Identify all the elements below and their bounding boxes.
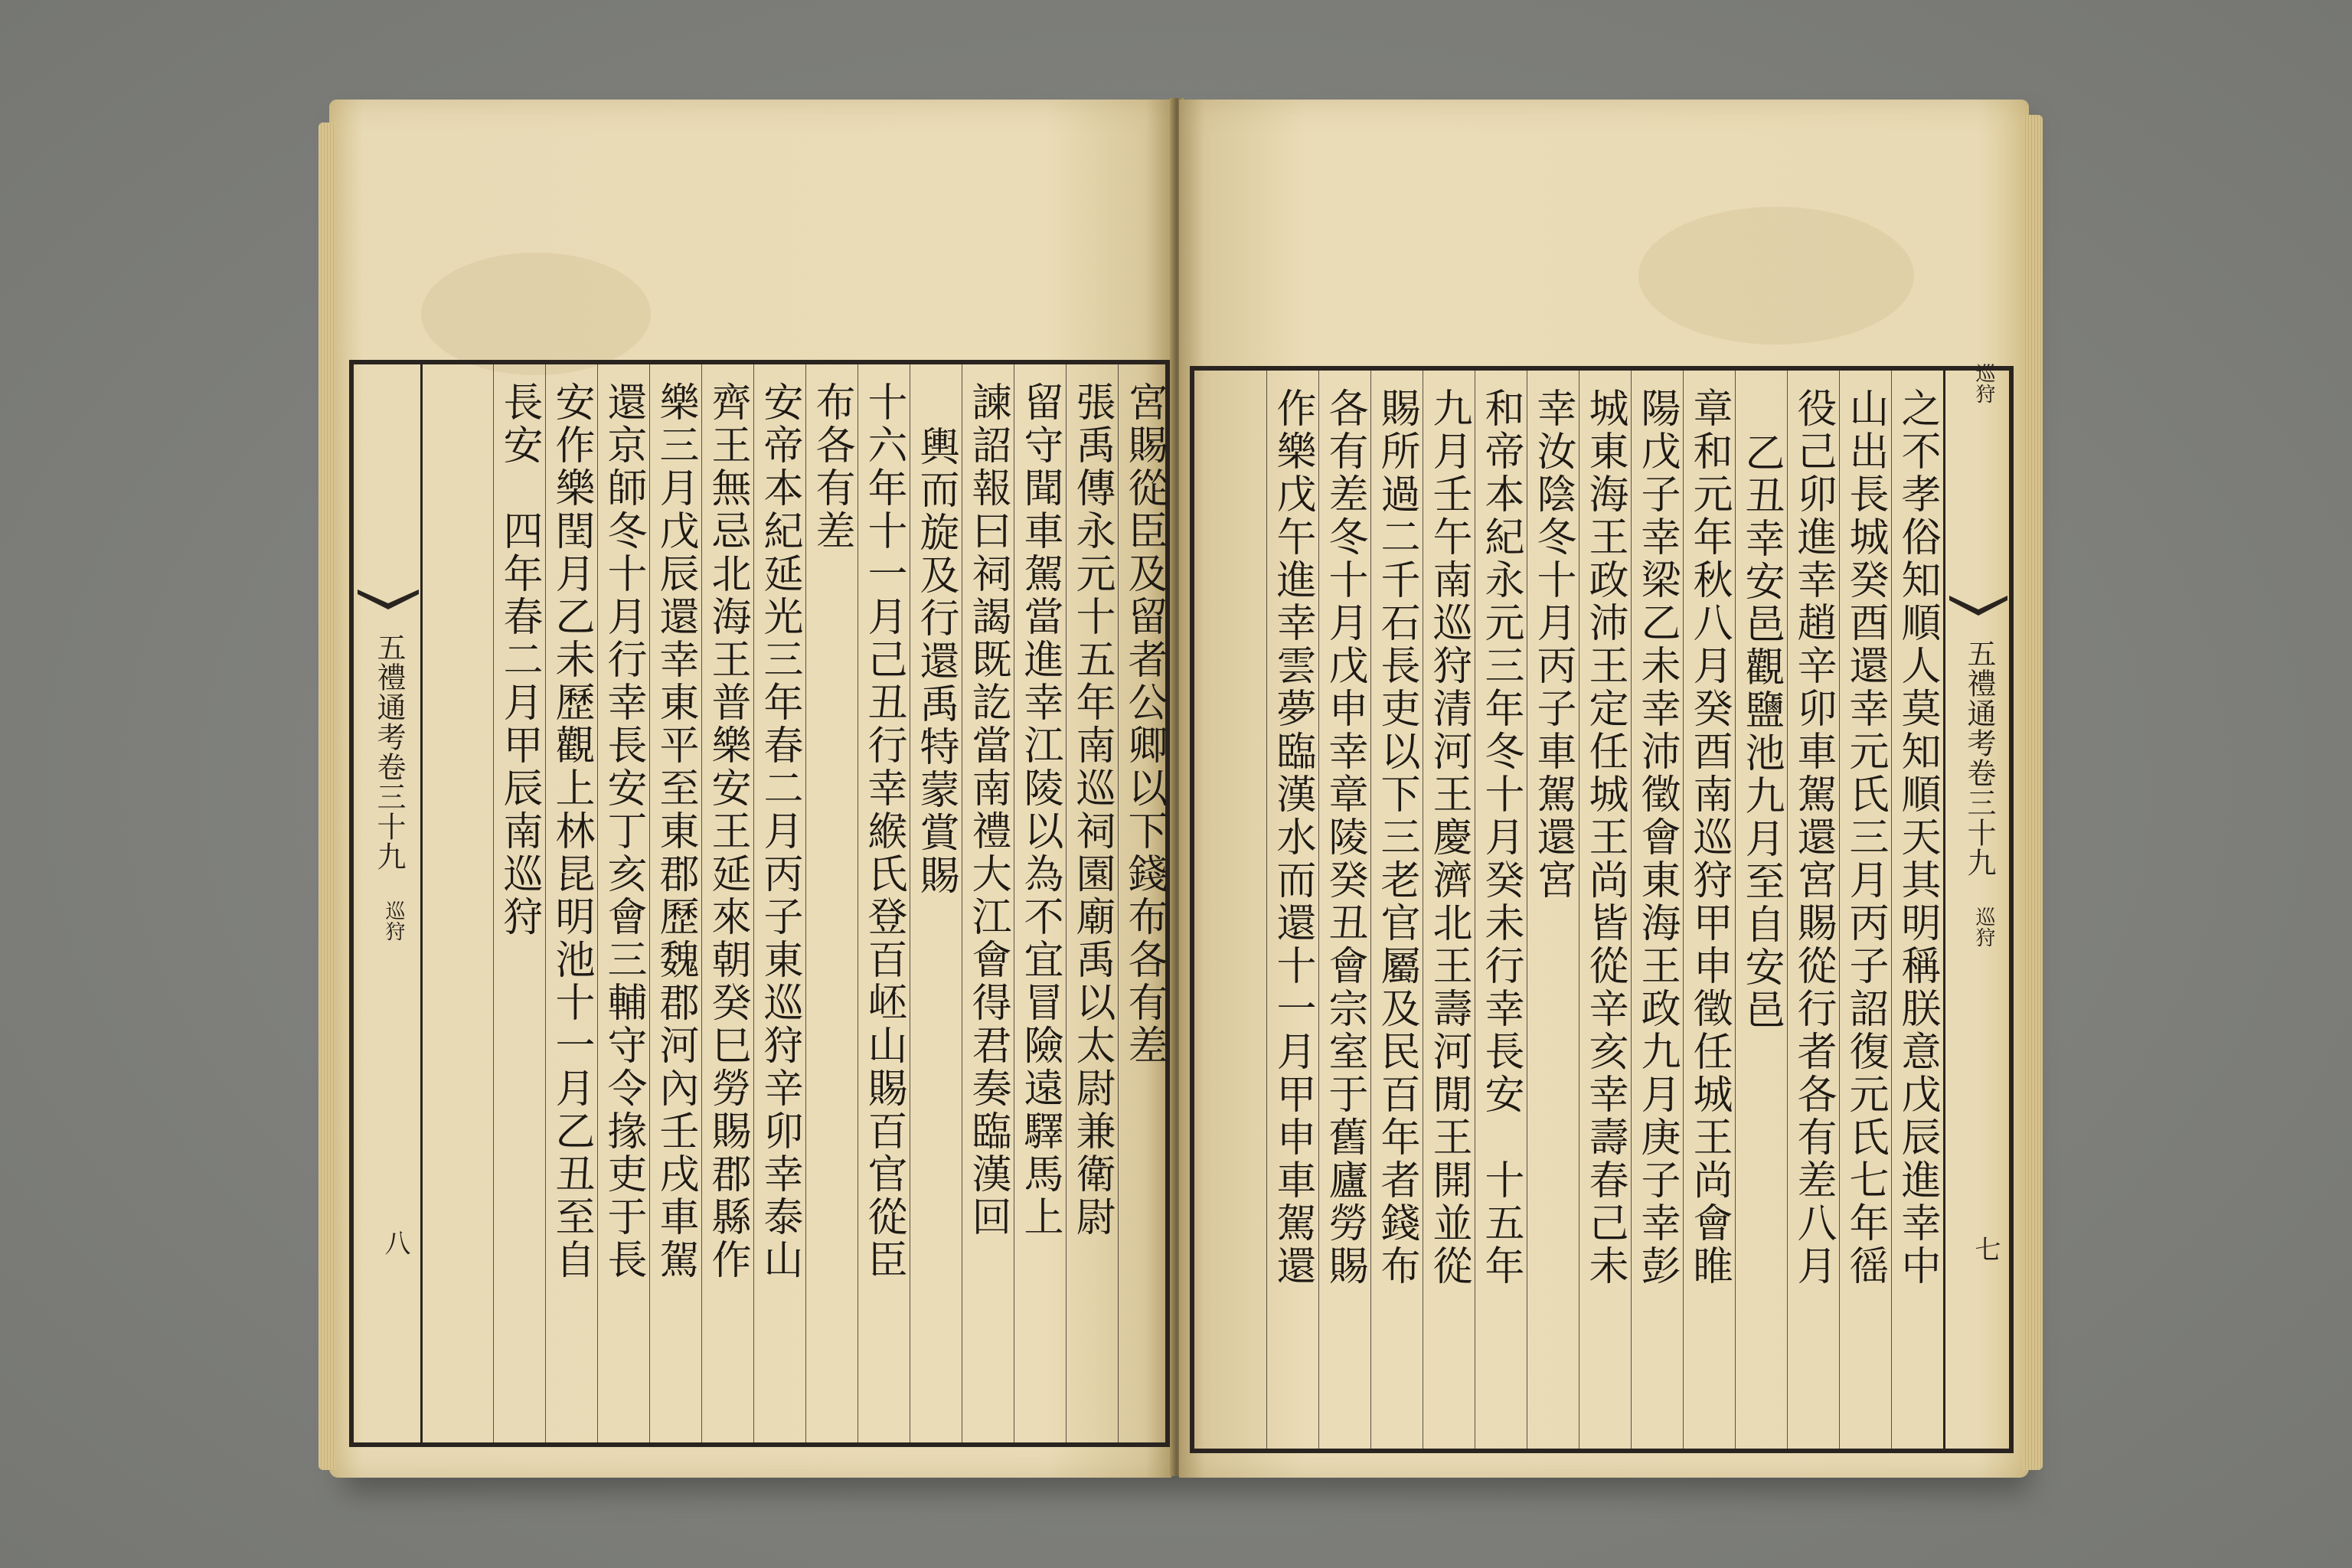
- banxin-title: 五禮通考卷三十九: [1962, 639, 1996, 877]
- column-text: 還京師冬十月行幸長安丁亥會三輔守令掾吏于長: [600, 381, 646, 1282]
- text-column: [1475, 371, 1527, 1449]
- banxin-title: 五禮通考卷三十九: [372, 632, 406, 871]
- column-text: 山出長城癸酉還幸元氏三月丙子詔復元氏七年徭: [1842, 387, 1888, 1288]
- text-column: [649, 364, 701, 1442]
- fishtail-mark: [1945, 593, 1991, 623]
- column-text: 賜所過二千石長吏以下三老官屬及民百年者錢布: [1374, 387, 1419, 1288]
- column-text: 之不孝俗知順人莫知順天其明稱朕意戊辰進幸中: [1894, 387, 1940, 1288]
- text-column: [1118, 364, 1170, 1442]
- right-page: [1179, 100, 2029, 1478]
- text-column: [545, 364, 597, 1442]
- page-number: 八: [380, 1230, 410, 1256]
- column-text: 城東海王政沛王定任城王尚皆從辛亥幸壽春己未: [1582, 387, 1628, 1288]
- column-text: 齊王無忌北海王普樂安王延來朝癸巳勞賜郡縣作: [704, 381, 750, 1282]
- column-text: 和帝本紀永元三年冬十月癸未行幸長安 十五年: [1478, 387, 1524, 1288]
- text-column: [1631, 371, 1683, 1449]
- top-margin-mark: 巡狩: [1972, 363, 1995, 404]
- text-column: [1735, 371, 1787, 1449]
- text-column: [1579, 371, 1631, 1449]
- text-column: [1066, 364, 1118, 1442]
- column-text: 輿而旋及行還禹特蒙賞賜: [913, 426, 959, 897]
- open-book: [329, 90, 2029, 1468]
- text-column: [1014, 364, 1066, 1442]
- paper-stain: [421, 253, 651, 375]
- column-text: 長安 四年春二月甲辰南巡狩: [496, 381, 542, 939]
- column-text: 樂三月戊辰還幸東平至東郡歷魏郡河內壬戌車駕: [652, 381, 698, 1282]
- right-page-frame: [1190, 363, 2014, 1453]
- banxin-chapter: 巡狩: [1972, 906, 1995, 948]
- column-text: 宮賜從臣及留者公卿以下錢布各有差: [1121, 381, 1167, 1067]
- column-text: 陽戊子幸梁乙未幸沛徵會東海王政九月庚子幸彭: [1634, 387, 1680, 1288]
- text-column: [858, 364, 910, 1442]
- text-column: [753, 364, 805, 1442]
- banxin-chapter: 巡狩: [382, 900, 405, 942]
- column-text: 十六年十一月己丑行幸緱氏登百岯山賜百官從臣: [861, 381, 906, 1282]
- column-text: 張禹傳永元十五年南巡祠園廟禹以太尉兼衛尉: [1069, 381, 1115, 1239]
- column-text: 諫詔報曰祠謁既訖當南禮大江會得君奏臨漢回: [965, 381, 1011, 1239]
- column-text: 布各有差: [808, 381, 854, 553]
- left-page-edges: [318, 122, 335, 1470]
- column-text: 九月壬午南巡狩清河王慶濟北王壽河閒王開並從: [1426, 387, 1472, 1288]
- text-column: [1839, 371, 1891, 1449]
- column-text: 安帝本紀延光三年春二月丙子東巡狩辛卯幸泰山: [756, 381, 802, 1282]
- right-page-edges: [2023, 115, 2043, 1470]
- text-column: [1370, 371, 1423, 1449]
- text-column: [1266, 371, 1318, 1449]
- text-column: [805, 364, 858, 1442]
- text-column: [1527, 371, 1579, 1449]
- paper-stain: [1638, 207, 1914, 345]
- text-column: [701, 364, 753, 1442]
- fishtail-mark: [354, 586, 400, 617]
- left-page-frame: [349, 360, 1170, 1447]
- text-column: [962, 364, 1014, 1442]
- column-text: 留守聞車駕當進幸江陵以為不宜冒險遠驛馬上: [1017, 381, 1063, 1239]
- column-text: 乙丑幸安邑觀鹽池九月至自安邑: [1738, 432, 1784, 1032]
- column-text: 章和元年秋八月癸酉南巡狩甲申徵任城王尚會睢: [1686, 387, 1732, 1288]
- text-column: [1318, 371, 1370, 1449]
- left-banxin: [354, 364, 423, 1442]
- right-banxin: [1943, 363, 2009, 1449]
- text-column: [493, 364, 545, 1442]
- text-column: [1891, 371, 1943, 1449]
- text-column: [597, 364, 649, 1442]
- left-page: [329, 100, 1171, 1478]
- page-number: 七: [1970, 1236, 2001, 1262]
- column-text: 各有差冬十月戊申幸章陵癸丑會宗室于舊廬勞賜: [1321, 387, 1367, 1288]
- column-text: 作樂戊午進幸雲夢臨漢水而還十一月甲申車駕還: [1269, 387, 1315, 1288]
- text-column: [1423, 371, 1475, 1449]
- text-column: [910, 364, 962, 1442]
- text-column: [1787, 371, 1839, 1449]
- text-column: [1683, 371, 1735, 1449]
- column-text: 幸汝陰冬十月丙子車駕還宮: [1530, 387, 1576, 902]
- column-text: 安作樂閏月乙未歷觀上林昆明池十一月乙丑至自: [548, 381, 594, 1282]
- column-text: 役己卯進幸趙辛卯車駕還宮賜從行者各有差八月: [1790, 387, 1836, 1288]
